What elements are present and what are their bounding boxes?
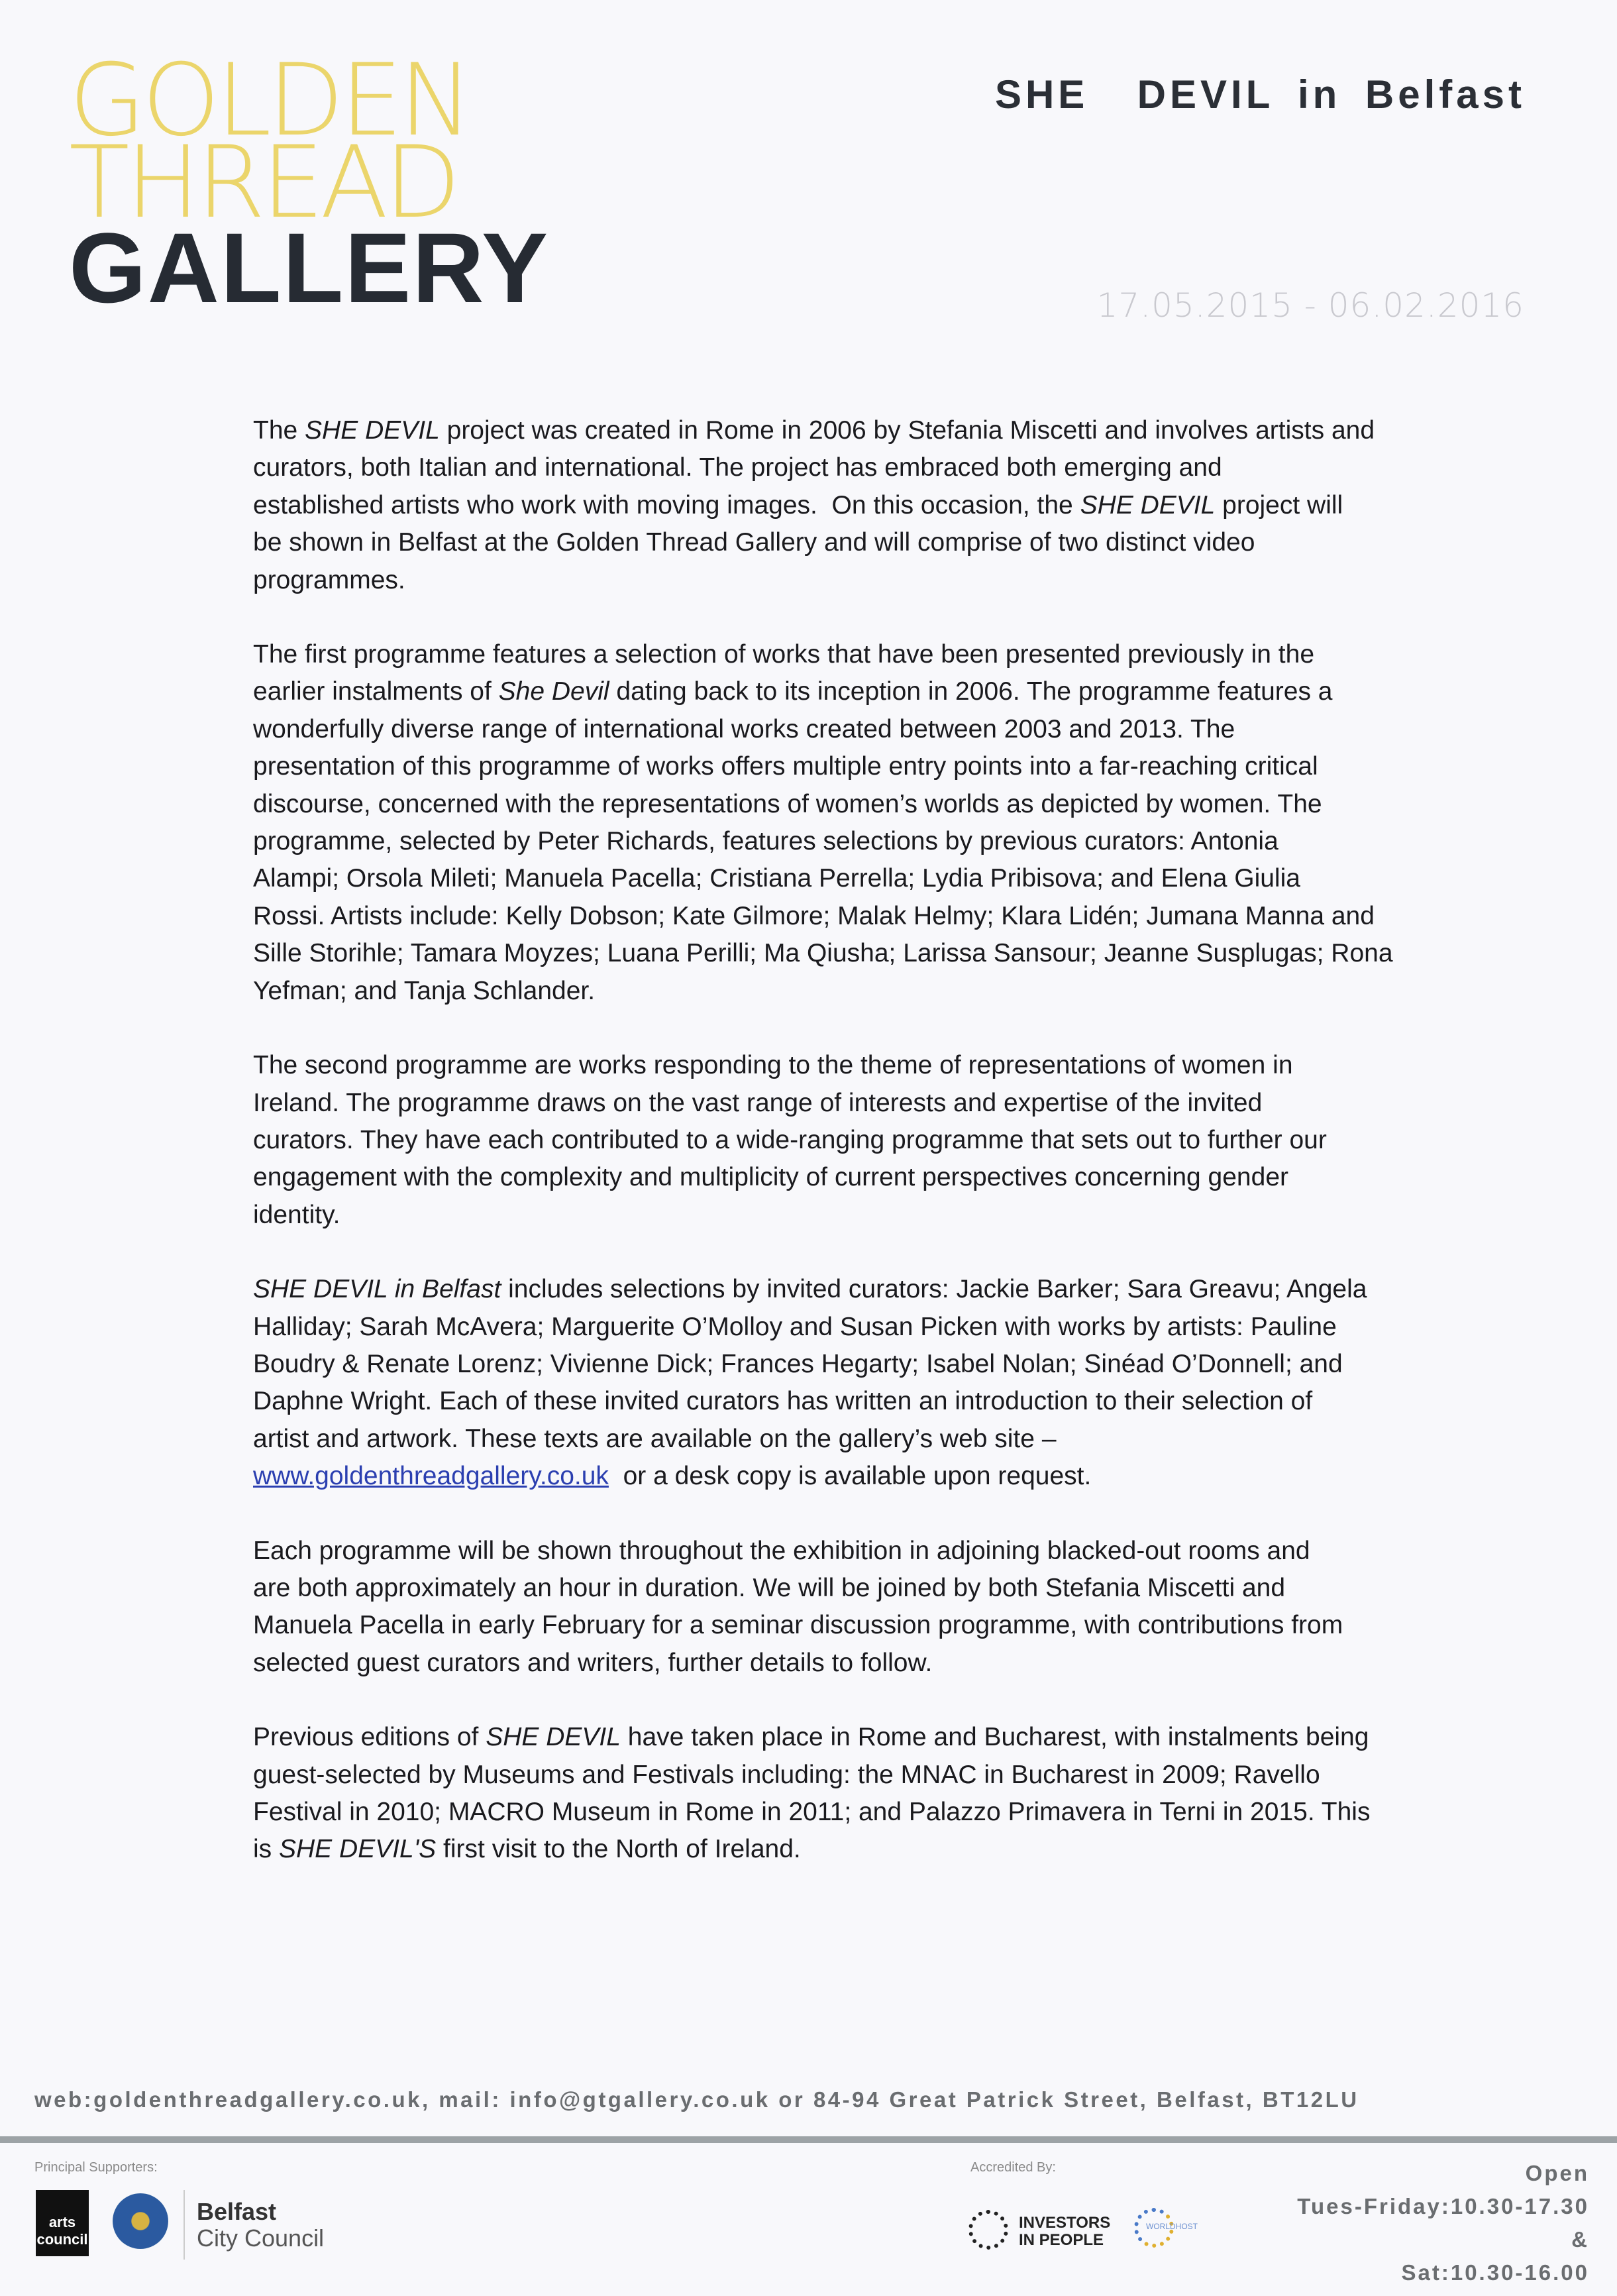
- text-line: [253, 1271, 1498, 1308]
- paragraph: [253, 1533, 1498, 1682]
- paragraph: [253, 1271, 1498, 1495]
- iip-line1: INVESTORS: [1019, 2214, 1111, 2232]
- text-line: [253, 562, 1498, 599]
- text-line: [253, 1458, 1498, 1495]
- text-line: [253, 1719, 1498, 1756]
- page-title: SHE DEVIL in Belfast: [994, 72, 1526, 117]
- text-line: [253, 673, 1498, 710]
- text-line: [253, 412, 1498, 449]
- text-segment: Festival in 2010; MACRO Museum in Rome in 2011; and Palazzo Primavera in Terni in 2015. This: [253, 1798, 1371, 1826]
- city-seal-icon: [113, 2193, 168, 2249]
- text-segment: Yefman; and Tanja Schlander.: [253, 976, 596, 1005]
- text-line: [253, 636, 1498, 673]
- text-line: [253, 860, 1498, 897]
- text-segment: includes selections by invited curators: Jackie Barker; Sara Greavu; Angela: [501, 1275, 1367, 1304]
- gallery-logo: [69, 43, 550, 323]
- text-line: [253, 1757, 1498, 1794]
- text-line: [253, 1607, 1498, 1644]
- hours-title: Open: [1525, 2161, 1589, 2185]
- logo-golden: GOLDEN: [69, 43, 470, 158]
- text-line: [253, 449, 1498, 486]
- text-segment: programmes.: [253, 565, 405, 594]
- investors-in-people-icon: [968, 2210, 1008, 2250]
- text-segment: Alampi; Orsola Mileti; Manuela Pacella; Cristiana Perrella; Lydia Pribisova; and Elena Giulia: [253, 864, 1300, 893]
- italic-text: SHE DEVIL'S: [279, 1835, 437, 1864]
- logo-gallery: GALLERY: [69, 212, 550, 323]
- gallery-website-link[interactable]: www.goldenthreadgallery.co.uk: [253, 1462, 609, 1491]
- text-segment: dating back to its inception in 2006. The programme features a: [609, 677, 1333, 706]
- hours-weekday: Tues-Friday:10.30-17.30: [1297, 2194, 1589, 2218]
- text-segment: identity.: [253, 1200, 340, 1229]
- text-segment: have taken place in Rome and Bucharest, with instalments being: [620, 1723, 1369, 1752]
- text-segment: curators. They have each contributed to a wide-ranging programme that sets out to further our: [253, 1125, 1327, 1154]
- text-segment: Sille Storihle; Tamara Moyzes; Luana Perilli; Ma Qiusha; Larissa Sansour; Jeanne Susplugas; Rona: [253, 939, 1393, 968]
- text-line: [253, 786, 1498, 823]
- text-segment: wonderfully diverse range of international works created between 2003 and 2013. The: [253, 714, 1235, 743]
- text-segment: discourse, concerned with the representations of women’s worlds as depicted by women. The: [253, 789, 1322, 818]
- text-line: [253, 1047, 1498, 1084]
- text-segment: be shown in Belfast at the Golden Thread Gallery and will comprise of two distinct video: [253, 528, 1255, 557]
- text-line: [253, 487, 1498, 524]
- footer-address: web:goldenthreadgallery.co.uk, mail: info@gtgallery.co.uk or 84-94 Great Patrick Street, Belfast, BT12LU: [34, 2087, 1359, 2112]
- text-line: [253, 524, 1498, 561]
- text-segment: artist and artwork. These texts are available on the gallery’s web site –: [253, 1424, 1057, 1453]
- text-line: [253, 1309, 1498, 1346]
- accredited-label: Accredited By:: [970, 2160, 1056, 2175]
- investors-in-people-logo: [1019, 2214, 1110, 2249]
- text-line: [253, 711, 1498, 748]
- text-line: [253, 1383, 1498, 1420]
- text-line: [253, 973, 1498, 1010]
- italic-text: SHE DEVIL in Belfast: [253, 1275, 501, 1304]
- paragraph: [253, 412, 1498, 599]
- text-segment: Ireland. The programme draws on the vast range of interests and expertise of the invited: [253, 1088, 1263, 1117]
- paragraph: [253, 1047, 1498, 1234]
- hours-saturday: Sat:10.30-16.00: [1401, 2260, 1589, 2285]
- text-segment: project was created in Rome in 2006 by Stefania Miscetti and involves artists and: [439, 416, 1375, 445]
- bcc-line2: City Council: [197, 2224, 325, 2252]
- worldhost-logo: WORLDHOST: [1146, 2222, 1198, 2231]
- text-segment: or a desk copy is available upon request.: [608, 1462, 1092, 1491]
- opening-hours: [1297, 2157, 1589, 2289]
- text-segment: Daphne Wright. Each of these invited curators has written an introduction to their selection of: [253, 1387, 1313, 1416]
- text-segment: The first programme features a selection of works that have been presented previously in the: [253, 640, 1315, 669]
- text-segment: programme, selected by Peter Richards, features selections by previous curators: Antonia: [253, 827, 1278, 856]
- italic-text: SHE DEVIL: [486, 1723, 621, 1752]
- text-line: [253, 1159, 1498, 1196]
- supporters-label: Principal Supporters:: [34, 2160, 158, 2175]
- text-segment: established artists who work with moving images. On this occasion, the: [253, 490, 1080, 519]
- text-line: [253, 935, 1498, 972]
- iip-line2: IN PEOPLE: [1019, 2231, 1104, 2249]
- text-line: [253, 748, 1498, 785]
- text-segment: are both approximately an hour in duration. We will be joined by both Stefania Miscetti and: [253, 1573, 1286, 1602]
- text-segment: project will: [1215, 490, 1343, 519]
- text-segment: The second programme are works responding to the theme of representations of women in: [253, 1051, 1293, 1080]
- italic-text: SHE DEVIL: [305, 416, 440, 445]
- hours-amp: &: [1571, 2227, 1589, 2252]
- logo-divider: [183, 2190, 185, 2260]
- arts-council-logo: arts council: [36, 2190, 89, 2256]
- text-segment: earlier instalments of: [253, 677, 499, 706]
- text-segment: Manuela Pacella in early February for a seminar discussion programme, with contributions from: [253, 1611, 1343, 1640]
- document-body: [253, 412, 1498, 1906]
- logo-thread: THREAD: [69, 125, 457, 241]
- text-line: [253, 1421, 1498, 1458]
- text-line: [253, 1197, 1498, 1234]
- text-segment: Rossi. Artists include: Kelly Dobson; Kate Gilmore; Malak Helmy; Klara Lidén; Jumana Manna and: [253, 901, 1375, 930]
- text-segment: is: [253, 1835, 279, 1864]
- text-segment: first visit to the North of Ireland.: [436, 1835, 801, 1864]
- text-line: [253, 1533, 1498, 1570]
- belfast-city-council-logo: [197, 2199, 324, 2252]
- text-line: [253, 1831, 1498, 1868]
- text-segment: presentation of this programme of works offers multiple entry points into a far-reaching critical: [253, 752, 1318, 781]
- text-line: [253, 1570, 1498, 1607]
- text-line: [253, 1346, 1498, 1383]
- text-segment: Halliday; Sarah McAvera; Marguerite O’Molloy and Susan Picken with works by artists: Pauline: [253, 1312, 1337, 1341]
- text-segment: The: [253, 416, 305, 445]
- exhibition-dates: 17.05.2015 - 06.02.2016: [1096, 286, 1524, 325]
- text-segment: guest-selected by Museums and Festivals including: the MNAC in Bucharest in 2009; Ravello: [253, 1760, 1320, 1789]
- text-line: [253, 1645, 1498, 1682]
- paragraph: [253, 1719, 1498, 1869]
- text-segment: Each programme will be shown throughout the exhibition in adjoining blacked-out rooms and: [253, 1536, 1310, 1565]
- text-segment: Previous editions of: [253, 1723, 486, 1752]
- paragraph: [253, 636, 1498, 1010]
- text-line: [253, 1085, 1498, 1122]
- text-line: [253, 898, 1498, 935]
- text-segment: Boudry & Renate Lorenz; Vivienne Dick; Frances Hegarty; Isabel Nolan; Sinéad O’Donnell; and: [253, 1349, 1343, 1378]
- footer-divider: [0, 2136, 1617, 2143]
- text-segment: selected guest curators and writers, further details to follow.: [253, 1648, 933, 1677]
- text-segment: engagement with the complexity and multiplicity of current perspectives concerning gender: [253, 1163, 1288, 1192]
- text-line: [253, 823, 1498, 860]
- italic-text: She Devil: [498, 677, 609, 706]
- text-segment: curators, both Italian and international. The project has embraced both emerging and: [253, 453, 1222, 482]
- text-line: [253, 1794, 1498, 1831]
- text-line: [253, 1122, 1498, 1159]
- italic-text: SHE DEVIL: [1080, 490, 1216, 519]
- bcc-line1: Belfast: [197, 2198, 277, 2225]
